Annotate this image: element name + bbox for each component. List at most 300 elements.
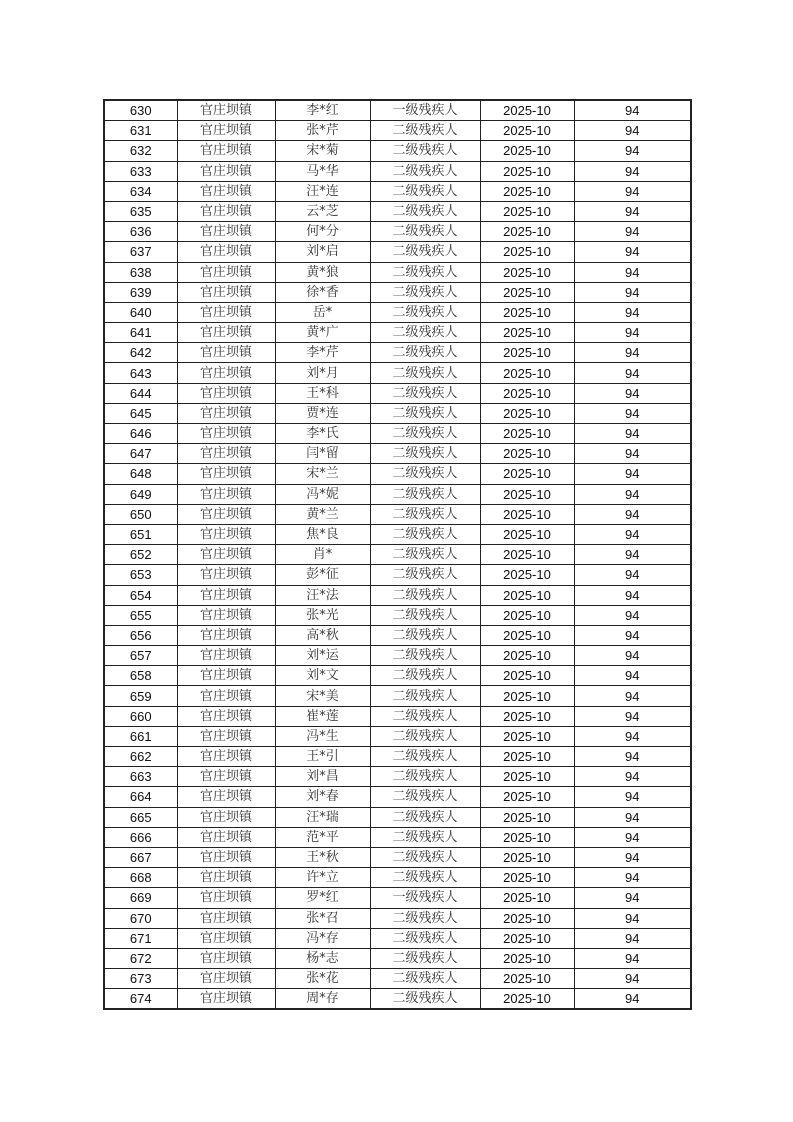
- cell-payment-month: 2025-10: [480, 807, 574, 827]
- cell-disability-level: 二级残疾人: [370, 928, 480, 948]
- cell-amount: 94: [574, 646, 691, 666]
- cell-person-name: 张*花: [275, 969, 370, 989]
- cell-payment-month: 2025-10: [480, 989, 574, 1010]
- cell-amount: 94: [574, 747, 691, 767]
- cell-amount: 94: [574, 585, 691, 605]
- cell-disability-level: 二级残疾人: [370, 847, 480, 867]
- cell-disability-level: 二级残疾人: [370, 161, 480, 181]
- cell-payment-month: 2025-10: [480, 948, 574, 968]
- cell-amount: 94: [574, 282, 691, 302]
- cell-payment-month: 2025-10: [480, 565, 574, 585]
- cell-serial-number: 670: [104, 908, 177, 928]
- table-row: [104, 847, 691, 867]
- cell-serial-number: 640: [104, 302, 177, 322]
- cell-serial-number: 654: [104, 585, 177, 605]
- table-row: [104, 121, 691, 141]
- cell-person-name: 闫*留: [275, 444, 370, 464]
- cell-serial-number: 657: [104, 646, 177, 666]
- cell-disability-level: 二级残疾人: [370, 181, 480, 201]
- cell-town: 官庄坝镇: [177, 868, 275, 888]
- table-row: [104, 565, 691, 585]
- cell-person-name: 崔*莲: [275, 706, 370, 726]
- cell-person-name: 刘*月: [275, 363, 370, 383]
- cell-person-name: 黄*狼: [275, 262, 370, 282]
- cell-serial-number: 666: [104, 827, 177, 847]
- table-row: [104, 403, 691, 423]
- table-row: [104, 222, 691, 242]
- cell-serial-number: 637: [104, 242, 177, 262]
- cell-person-name: 李*芹: [275, 343, 370, 363]
- cell-serial-number: 655: [104, 605, 177, 625]
- cell-person-name: 王*科: [275, 383, 370, 403]
- cell-amount: 94: [574, 323, 691, 343]
- cell-person-name: 刘*文: [275, 666, 370, 686]
- table-row: [104, 323, 691, 343]
- cell-serial-number: 653: [104, 565, 177, 585]
- cell-payment-month: 2025-10: [480, 868, 574, 888]
- cell-disability-level: 二级残疾人: [370, 383, 480, 403]
- table-row: [104, 787, 691, 807]
- cell-serial-number: 632: [104, 141, 177, 161]
- cell-amount: 94: [574, 100, 691, 121]
- cell-town: 官庄坝镇: [177, 928, 275, 948]
- cell-amount: 94: [574, 484, 691, 504]
- table-row: [104, 545, 691, 565]
- table-row: [104, 948, 691, 968]
- cell-town: 官庄坝镇: [177, 545, 275, 565]
- cell-amount: 94: [574, 545, 691, 565]
- cell-town: 官庄坝镇: [177, 484, 275, 504]
- cell-town: 官庄坝镇: [177, 565, 275, 585]
- cell-disability-level: 二级残疾人: [370, 585, 480, 605]
- cell-serial-number: 673: [104, 969, 177, 989]
- cell-amount: 94: [574, 242, 691, 262]
- cell-town: 官庄坝镇: [177, 262, 275, 282]
- cell-disability-level: 二级残疾人: [370, 464, 480, 484]
- cell-town: 官庄坝镇: [177, 323, 275, 343]
- cell-disability-level: 二级残疾人: [370, 545, 480, 565]
- cell-serial-number: 651: [104, 524, 177, 544]
- cell-payment-month: 2025-10: [480, 646, 574, 666]
- cell-disability-level: 二级残疾人: [370, 726, 480, 746]
- cell-disability-level: 二级残疾人: [370, 323, 480, 343]
- cell-town: 官庄坝镇: [177, 121, 275, 141]
- cell-town: 官庄坝镇: [177, 767, 275, 787]
- cell-serial-number: 660: [104, 706, 177, 726]
- cell-person-name: 宋*菊: [275, 141, 370, 161]
- cell-disability-level: 一级残疾人: [370, 100, 480, 121]
- table-row: [104, 686, 691, 706]
- cell-serial-number: 674: [104, 989, 177, 1010]
- cell-amount: 94: [574, 767, 691, 787]
- cell-amount: 94: [574, 161, 691, 181]
- table-row: [104, 767, 691, 787]
- cell-disability-level: 二级残疾人: [370, 242, 480, 262]
- table-row: [104, 383, 691, 403]
- cell-serial-number: 631: [104, 121, 177, 141]
- cell-person-name: 何*分: [275, 222, 370, 242]
- cell-payment-month: 2025-10: [480, 605, 574, 625]
- cell-amount: 94: [574, 424, 691, 444]
- cell-person-name: 汪*法: [275, 585, 370, 605]
- cell-town: 官庄坝镇: [177, 222, 275, 242]
- cell-town: 官庄坝镇: [177, 666, 275, 686]
- cell-town: 官庄坝镇: [177, 424, 275, 444]
- cell-amount: 94: [574, 807, 691, 827]
- cell-serial-number: 671: [104, 928, 177, 948]
- cell-town: 官庄坝镇: [177, 989, 275, 1010]
- cell-disability-level: 二级残疾人: [370, 666, 480, 686]
- cell-serial-number: 639: [104, 282, 177, 302]
- cell-serial-number: 656: [104, 625, 177, 645]
- cell-payment-month: 2025-10: [480, 928, 574, 948]
- cell-amount: 94: [574, 201, 691, 221]
- cell-serial-number: 659: [104, 686, 177, 706]
- cell-town: 官庄坝镇: [177, 908, 275, 928]
- table-row: [104, 282, 691, 302]
- cell-payment-month: 2025-10: [480, 424, 574, 444]
- cell-payment-month: 2025-10: [480, 161, 574, 181]
- cell-disability-level: 二级残疾人: [370, 302, 480, 322]
- cell-town: 官庄坝镇: [177, 444, 275, 464]
- table-row: [104, 161, 691, 181]
- cell-town: 官庄坝镇: [177, 706, 275, 726]
- cell-person-name: 张*芹: [275, 121, 370, 141]
- cell-person-name: 汪*连: [275, 181, 370, 201]
- cell-payment-month: 2025-10: [480, 787, 574, 807]
- cell-payment-month: 2025-10: [480, 100, 574, 121]
- cell-payment-month: 2025-10: [480, 767, 574, 787]
- cell-serial-number: 667: [104, 847, 177, 867]
- table-row: [104, 504, 691, 524]
- cell-serial-number: 664: [104, 787, 177, 807]
- cell-serial-number: 641: [104, 323, 177, 343]
- cell-person-name: 岳*: [275, 302, 370, 322]
- cell-amount: 94: [574, 444, 691, 464]
- cell-serial-number: 658: [104, 666, 177, 686]
- cell-payment-month: 2025-10: [480, 969, 574, 989]
- cell-disability-level: 二级残疾人: [370, 201, 480, 221]
- table-row: [104, 524, 691, 544]
- table-row: [104, 969, 691, 989]
- cell-town: 官庄坝镇: [177, 888, 275, 908]
- cell-town: 官庄坝镇: [177, 504, 275, 524]
- cell-payment-month: 2025-10: [480, 181, 574, 201]
- cell-person-name: 冯*妮: [275, 484, 370, 504]
- cell-disability-level: 二级残疾人: [370, 424, 480, 444]
- cell-payment-month: 2025-10: [480, 908, 574, 928]
- cell-serial-number: 672: [104, 948, 177, 968]
- cell-town: 官庄坝镇: [177, 747, 275, 767]
- cell-serial-number: 645: [104, 403, 177, 423]
- cell-serial-number: 668: [104, 868, 177, 888]
- cell-payment-month: 2025-10: [480, 363, 574, 383]
- cell-payment-month: 2025-10: [480, 545, 574, 565]
- cell-amount: 94: [574, 928, 691, 948]
- cell-person-name: 冯*生: [275, 726, 370, 746]
- cell-disability-level: 二级残疾人: [370, 565, 480, 585]
- cell-amount: 94: [574, 222, 691, 242]
- cell-serial-number: 633: [104, 161, 177, 181]
- cell-town: 官庄坝镇: [177, 363, 275, 383]
- cell-serial-number: 663: [104, 767, 177, 787]
- table-row: [104, 444, 691, 464]
- table-row: [104, 201, 691, 221]
- cell-town: 官庄坝镇: [177, 282, 275, 302]
- cell-amount: 94: [574, 302, 691, 322]
- cell-person-name: 李*氏: [275, 424, 370, 444]
- cell-payment-month: 2025-10: [480, 524, 574, 544]
- cell-amount: 94: [574, 787, 691, 807]
- cell-person-name: 贾*连: [275, 403, 370, 423]
- cell-amount: 94: [574, 383, 691, 403]
- table-row: [104, 343, 691, 363]
- cell-town: 官庄坝镇: [177, 141, 275, 161]
- cell-person-name: 云*芝: [275, 201, 370, 221]
- cell-serial-number: 644: [104, 383, 177, 403]
- cell-town: 官庄坝镇: [177, 807, 275, 827]
- cell-disability-level: 二级残疾人: [370, 403, 480, 423]
- cell-amount: 94: [574, 524, 691, 544]
- cell-town: 官庄坝镇: [177, 605, 275, 625]
- cell-town: 官庄坝镇: [177, 383, 275, 403]
- cell-person-name: 黄*兰: [275, 504, 370, 524]
- cell-person-name: 范*平: [275, 827, 370, 847]
- cell-payment-month: 2025-10: [480, 262, 574, 282]
- cell-person-name: 杨*志: [275, 948, 370, 968]
- table-row: [104, 302, 691, 322]
- cell-amount: 94: [574, 121, 691, 141]
- cell-serial-number: 643: [104, 363, 177, 383]
- cell-payment-month: 2025-10: [480, 847, 574, 867]
- cell-person-name: 肖*: [275, 545, 370, 565]
- cell-town: 官庄坝镇: [177, 302, 275, 322]
- cell-payment-month: 2025-10: [480, 706, 574, 726]
- table-row: [104, 141, 691, 161]
- cell-serial-number: 636: [104, 222, 177, 242]
- cell-disability-level: 二级残疾人: [370, 605, 480, 625]
- cell-serial-number: 635: [104, 201, 177, 221]
- cell-town: 官庄坝镇: [177, 100, 275, 121]
- table-row: [104, 585, 691, 605]
- cell-person-name: 李*红: [275, 100, 370, 121]
- cell-serial-number: 646: [104, 424, 177, 444]
- cell-person-name: 彭*征: [275, 565, 370, 585]
- cell-amount: 94: [574, 706, 691, 726]
- cell-payment-month: 2025-10: [480, 484, 574, 504]
- cell-payment-month: 2025-10: [480, 625, 574, 645]
- cell-payment-month: 2025-10: [480, 282, 574, 302]
- cell-town: 官庄坝镇: [177, 585, 275, 605]
- cell-person-name: 王*秋: [275, 847, 370, 867]
- cell-amount: 94: [574, 363, 691, 383]
- table-row: [104, 181, 691, 201]
- cell-serial-number: 647: [104, 444, 177, 464]
- cell-payment-month: 2025-10: [480, 222, 574, 242]
- cell-person-name: 周*存: [275, 989, 370, 1010]
- table-row: [104, 827, 691, 847]
- cell-town: 官庄坝镇: [177, 242, 275, 262]
- cell-amount: 94: [574, 403, 691, 423]
- disability-subsidy-table: [103, 99, 692, 1010]
- cell-person-name: 黄*广: [275, 323, 370, 343]
- cell-disability-level: 二级残疾人: [370, 141, 480, 161]
- cell-disability-level: 二级残疾人: [370, 969, 480, 989]
- cell-disability-level: 二级残疾人: [370, 767, 480, 787]
- cell-disability-level: 二级残疾人: [370, 262, 480, 282]
- cell-person-name: 刘*昌: [275, 767, 370, 787]
- cell-town: 官庄坝镇: [177, 827, 275, 847]
- cell-person-name: 冯*存: [275, 928, 370, 948]
- cell-amount: 94: [574, 969, 691, 989]
- cell-disability-level: 二级残疾人: [370, 222, 480, 242]
- table-row: [104, 706, 691, 726]
- cell-payment-month: 2025-10: [480, 302, 574, 322]
- table-row: [104, 100, 691, 121]
- cell-disability-level: 二级残疾人: [370, 484, 480, 504]
- cell-disability-level: 二级残疾人: [370, 807, 480, 827]
- table-row: [104, 807, 691, 827]
- table-row: [104, 747, 691, 767]
- cell-payment-month: 2025-10: [480, 383, 574, 403]
- cell-disability-level: 二级残疾人: [370, 504, 480, 524]
- cell-disability-level: 二级残疾人: [370, 121, 480, 141]
- cell-disability-level: 二级残疾人: [370, 363, 480, 383]
- cell-payment-month: 2025-10: [480, 747, 574, 767]
- cell-amount: 94: [574, 464, 691, 484]
- cell-serial-number: 662: [104, 747, 177, 767]
- cell-person-name: 罗*红: [275, 888, 370, 908]
- cell-amount: 94: [574, 181, 691, 201]
- cell-payment-month: 2025-10: [480, 242, 574, 262]
- cell-payment-month: 2025-10: [480, 827, 574, 847]
- table-row: [104, 605, 691, 625]
- cell-town: 官庄坝镇: [177, 181, 275, 201]
- cell-disability-level: 二级残疾人: [370, 747, 480, 767]
- cell-payment-month: 2025-10: [480, 464, 574, 484]
- cell-payment-month: 2025-10: [480, 726, 574, 746]
- cell-amount: 94: [574, 605, 691, 625]
- cell-disability-level: 二级残疾人: [370, 282, 480, 302]
- cell-payment-month: 2025-10: [480, 444, 574, 464]
- cell-serial-number: 650: [104, 504, 177, 524]
- cell-amount: 94: [574, 827, 691, 847]
- cell-serial-number: 638: [104, 262, 177, 282]
- table-row: [104, 464, 691, 484]
- table-row: [104, 424, 691, 444]
- cell-disability-level: 二级残疾人: [370, 343, 480, 363]
- cell-amount: 94: [574, 262, 691, 282]
- table-row: [104, 726, 691, 746]
- cell-person-name: 刘*启: [275, 242, 370, 262]
- cell-serial-number: 648: [104, 464, 177, 484]
- cell-payment-month: 2025-10: [480, 585, 574, 605]
- cell-amount: 94: [574, 625, 691, 645]
- cell-town: 官庄坝镇: [177, 343, 275, 363]
- cell-payment-month: 2025-10: [480, 141, 574, 161]
- cell-town: 官庄坝镇: [177, 403, 275, 423]
- cell-town: 官庄坝镇: [177, 686, 275, 706]
- cell-person-name: 刘*运: [275, 646, 370, 666]
- table-row: [104, 646, 691, 666]
- table-row: [104, 868, 691, 888]
- cell-town: 官庄坝镇: [177, 646, 275, 666]
- table-row: [104, 363, 691, 383]
- cell-amount: 94: [574, 141, 691, 161]
- cell-disability-level: 二级残疾人: [370, 706, 480, 726]
- cell-amount: 94: [574, 343, 691, 363]
- cell-payment-month: 2025-10: [480, 666, 574, 686]
- cell-disability-level: 二级残疾人: [370, 444, 480, 464]
- cell-town: 官庄坝镇: [177, 524, 275, 544]
- table-row: [104, 242, 691, 262]
- cell-serial-number: 661: [104, 726, 177, 746]
- table-row: [104, 484, 691, 504]
- cell-town: 官庄坝镇: [177, 948, 275, 968]
- table-row: [104, 989, 691, 1010]
- cell-town: 官庄坝镇: [177, 625, 275, 645]
- cell-town: 官庄坝镇: [177, 161, 275, 181]
- cell-town: 官庄坝镇: [177, 847, 275, 867]
- cell-person-name: 宋*兰: [275, 464, 370, 484]
- cell-disability-level: 二级残疾人: [370, 686, 480, 706]
- cell-disability-level: 一级残疾人: [370, 888, 480, 908]
- table-row: [104, 262, 691, 282]
- cell-amount: 94: [574, 989, 691, 1010]
- cell-payment-month: 2025-10: [480, 403, 574, 423]
- cell-amount: 94: [574, 504, 691, 524]
- cell-person-name: 马*华: [275, 161, 370, 181]
- cell-person-name: 汪*瑞: [275, 807, 370, 827]
- cell-person-name: 焦*良: [275, 524, 370, 544]
- cell-disability-level: 二级残疾人: [370, 646, 480, 666]
- cell-person-name: 王*引: [275, 747, 370, 767]
- cell-person-name: 宋*美: [275, 686, 370, 706]
- cell-amount: 94: [574, 686, 691, 706]
- cell-disability-level: 二级残疾人: [370, 868, 480, 888]
- cell-town: 官庄坝镇: [177, 787, 275, 807]
- cell-payment-month: 2025-10: [480, 504, 574, 524]
- table-row: [104, 908, 691, 928]
- cell-serial-number: 649: [104, 484, 177, 504]
- cell-person-name: 张*召: [275, 908, 370, 928]
- cell-disability-level: 二级残疾人: [370, 908, 480, 928]
- cell-amount: 94: [574, 948, 691, 968]
- cell-person-name: 刘*春: [275, 787, 370, 807]
- cell-town: 官庄坝镇: [177, 201, 275, 221]
- cell-person-name: 徐*香: [275, 282, 370, 302]
- cell-town: 官庄坝镇: [177, 969, 275, 989]
- cell-payment-month: 2025-10: [480, 686, 574, 706]
- cell-amount: 94: [574, 908, 691, 928]
- cell-town: 官庄坝镇: [177, 464, 275, 484]
- cell-person-name: 许*立: [275, 868, 370, 888]
- cell-amount: 94: [574, 847, 691, 867]
- cell-amount: 94: [574, 726, 691, 746]
- cell-amount: 94: [574, 868, 691, 888]
- cell-serial-number: 642: [104, 343, 177, 363]
- cell-disability-level: 二级残疾人: [370, 989, 480, 1010]
- cell-person-name: 张*光: [275, 605, 370, 625]
- cell-payment-month: 2025-10: [480, 888, 574, 908]
- cell-disability-level: 二级残疾人: [370, 524, 480, 544]
- cell-disability-level: 二级残疾人: [370, 625, 480, 645]
- cell-disability-level: 二级残疾人: [370, 827, 480, 847]
- cell-amount: 94: [574, 565, 691, 585]
- table-row: [104, 888, 691, 908]
- cell-serial-number: 669: [104, 888, 177, 908]
- cell-payment-month: 2025-10: [480, 323, 574, 343]
